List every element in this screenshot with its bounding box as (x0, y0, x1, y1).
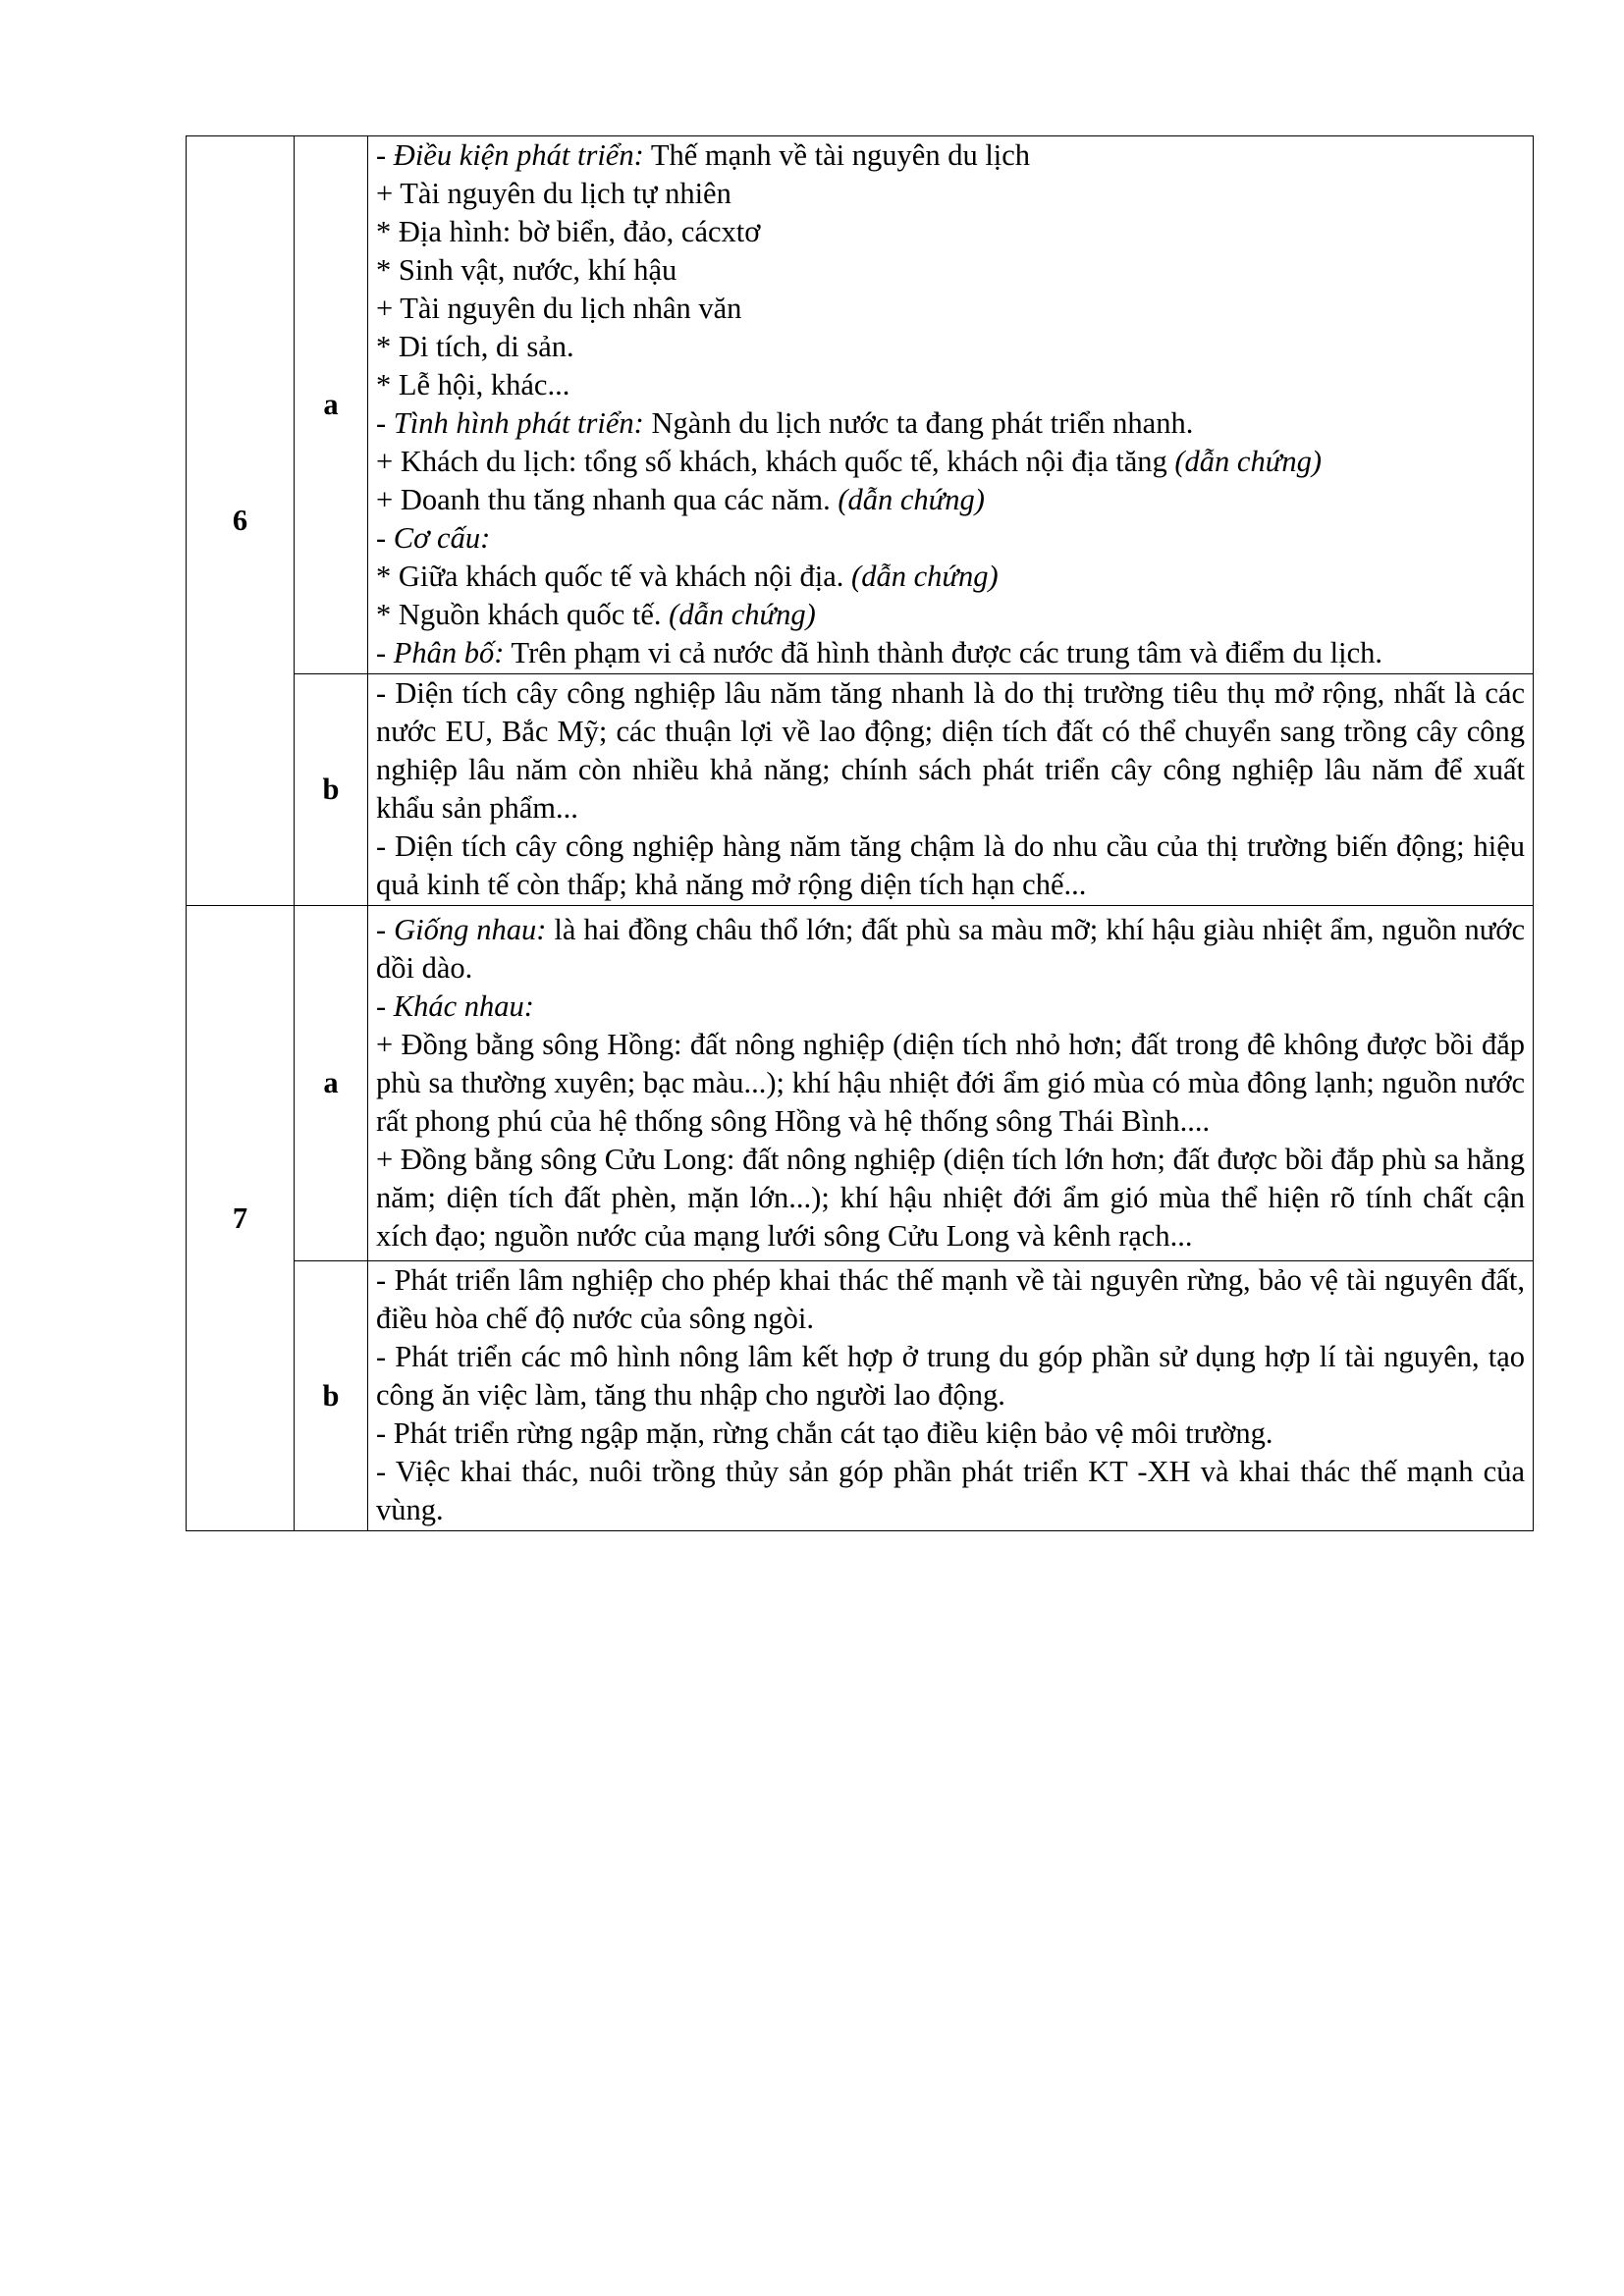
answer-paragraph: - Khác nhau: (376, 988, 534, 1023)
answer-line: - Phân bố: Trên phạm vi cả nước đã hình thành được các trung tâm và điểm du lịch. (376, 636, 1383, 669)
answer-paragraph: - Diện tích cây công nghiệp lâu năm tăng nhanh là do thị trường tiêu thụ mở rộng, nhất là các nước EU, Bắc Mỹ; các thuận lợi về lao động; diện tích đất có thể chuyển sang trồng cây công nghiệp lâu năm còn nhiều khả năng; chính sách phát triển cây công nghiệp lâu năm để xuất khẩu sản phẩm... (376, 676, 1525, 825)
part-label: b (295, 1261, 368, 1531)
table-row (187, 906, 1534, 1261)
answer-line: + Khách du lịch: tổng số khách, khách quốc tế, khách nội địa tăng (dẫn chứng) (376, 445, 1322, 478)
answer-line: * Sinh vật, nước, khí hậu (376, 253, 677, 287)
answer-line: - Tình hình phát triển: Ngành du lịch nước ta đang phát triển nhanh. (376, 406, 1194, 440)
answer-content (368, 906, 1534, 1261)
answer-line: - Điều kiện phát triển: Thế mạnh về tài nguyên du lịch (376, 138, 1031, 172)
table-row (187, 1261, 1534, 1531)
part-label: a (295, 906, 368, 1261)
answer-content (368, 1261, 1534, 1531)
answer-line: * Nguồn khách quốc tế. (dẫn chứng) (376, 598, 816, 631)
answer-line: + Doanh thu tăng nhanh qua các năm. (dẫn chứng) (376, 483, 985, 516)
answer-paragraph: - Phát triển lâm nghiệp cho phép khai thác thế mạnh về tài nguyên rừng, bảo vệ tài nguyên đất, điều hòa chế độ nước của sông ngòi. (376, 1263, 1525, 1335)
answer-content (368, 136, 1534, 674)
answer-line: * Di tích, di sản. (376, 330, 574, 363)
answer-line: * Địa hình: bờ biển, đảo, cácxtơ (376, 215, 761, 248)
answer-paragraph: + Đồng bằng sông Cửu Long: đất nông nghiệp (diện tích lớn hơn; đất được bồi đắp phù sa hằng năm; diện tích đất phèn, mặn lớn...); khí hậu nhiệt đới ẩm gió mùa thể hiện rõ tính chất cận xích đạo; nguồn nước của mạng lưới sông Cửu Long và kênh rạch... (376, 1142, 1525, 1253)
part-label: a (295, 136, 368, 674)
answer-paragraph: - Diện tích cây công nghiệp hàng năm tăng chậm là do nhu cầu của thị trường biến động; hiệu quả kinh tế còn thấp; khả năng mở rộng diện tích hạn chế... (376, 829, 1525, 901)
answer-line: + Tài nguyên du lịch tự nhiên (376, 177, 731, 210)
answer-line: - Cơ cấu: (376, 521, 491, 555)
question-number: 6 (187, 136, 295, 906)
table-row (187, 136, 1534, 674)
answer-content (368, 674, 1534, 906)
answer-line: + Tài nguyên du lịch nhân văn (376, 292, 742, 325)
answer-paragraph: - Việc khai thác, nuôi trồng thủy sản góp phần phát triển KT -XH và khai thác thế mạnh của vùng. (376, 1455, 1525, 1526)
table-row (187, 674, 1534, 906)
question-number: 7 (187, 906, 295, 1531)
answer-paragraph: - Giống nhau: là hai đồng châu thổ lớn; đất phù sa màu mỡ; khí hậu giàu nhiệt ẩm, nguồn nước dồi dào. (376, 912, 1525, 985)
answer-paragraph: + Đồng bằng sông Hồng: đất nông nghiệp (diện tích nhỏ hơn; đất trong đê không được bồi đắp phù sa thường xuyên; bạc màu...); khí hậu nhiệt đới ẩm gió mùa có mùa đông lạnh; nguồn nước rất phong phú của hệ thống sông Hồng và hệ thống sông Thái Bình.... (376, 1027, 1525, 1138)
answer-table (186, 135, 1534, 1531)
part-label: b (295, 674, 368, 906)
answer-paragraph: - Phát triển các mô hình nông lâm kết hợp ở trung du góp phần sử dụng hợp lí tài nguyên, tạo công ăn việc làm, tăng thu nhập cho người lao động. (376, 1340, 1525, 1412)
answer-line: * Lễ hội, khác... (376, 368, 570, 401)
answer-line: * Giữa khách quốc tế và khách nội địa. (dẫn chứng) (376, 560, 999, 593)
answer-paragraph: - Phát triển rừng ngập mặn, rừng chắn cát tạo điều kiện bảo vệ môi trường. (376, 1416, 1273, 1450)
